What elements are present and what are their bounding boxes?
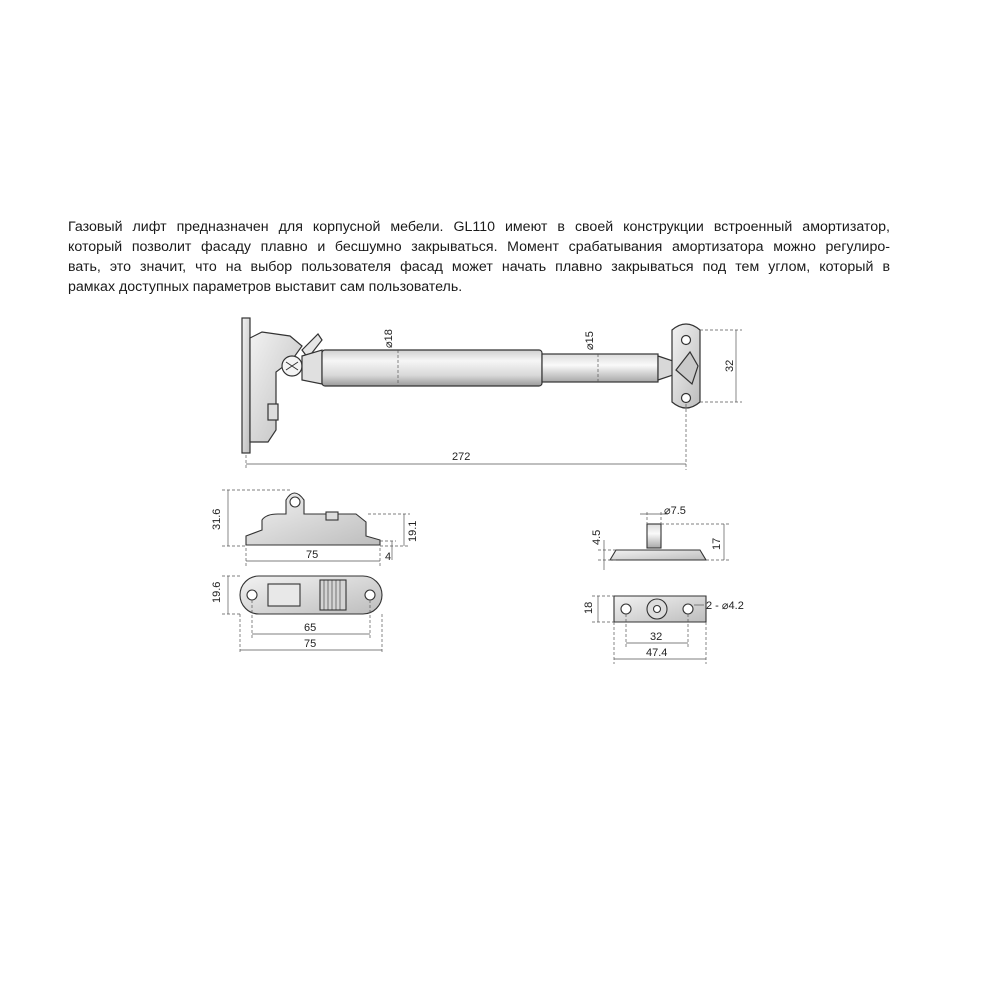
dim-plate-hole-spacing: 32 <box>650 631 663 643</box>
dim-top-hole-spacing: 65 <box>304 622 317 634</box>
dim-pin-base: 4.5 <box>591 529 603 545</box>
dim-top-height: 19.6 <box>211 581 223 603</box>
dim-side-inner-height: 19.1 <box>407 520 419 542</box>
gas-spring-body <box>322 350 542 386</box>
dim-plate-width: 47.4 <box>646 647 668 659</box>
dim-plate-height: 18 <box>583 601 595 614</box>
description-line-3: вать, это значит, что на выбор пользователя фасад может начать плавно закрываться под тем углом, который в <box>68 259 890 275</box>
right-mount-hole-top <box>682 336 691 345</box>
gas-lift-main-view <box>242 318 700 453</box>
dim-bracket-height: 32 <box>724 359 736 372</box>
dim-side-height: 31.6 <box>211 508 223 530</box>
top-view-plate <box>240 576 382 614</box>
tube-end-cap <box>302 350 322 384</box>
dim-side-width: 75 <box>306 549 319 561</box>
left-mount-plate <box>242 318 250 453</box>
side-view <box>246 493 380 545</box>
description-line-2: который позволит фасаду плавно и бесшумно закрываться. Момент срабатывания амортизатора можно регулиро- <box>68 239 890 255</box>
dim-side-base: 4 <box>385 551 392 563</box>
top-view-hole-right <box>365 590 375 600</box>
dim-total-length: 272 <box>452 451 471 463</box>
plate-hole-left <box>621 604 631 614</box>
side-view-screw <box>326 512 338 520</box>
plate-top-view <box>614 596 706 622</box>
side-view-body <box>246 493 380 545</box>
side-view-pivot-hole <box>290 497 300 507</box>
top-view-slot <box>268 584 300 606</box>
piston-rod <box>542 354 658 382</box>
top-view <box>240 576 382 614</box>
top-view-hole-left <box>247 590 257 600</box>
dim-plate-holes: 2 - ⌀4.2 <box>706 600 744 612</box>
plate-hole-right <box>683 604 693 614</box>
right-mount-hole-bottom <box>682 394 691 403</box>
dim-diameter-rod: ⌀15 <box>584 331 596 350</box>
dim-top-width: 75 <box>304 638 317 650</box>
pin-shaft <box>647 524 661 548</box>
adjust-screw <box>268 404 278 420</box>
pin-side-view <box>610 524 706 560</box>
description-line-4: рамках доступных параметров выставит сам пользователь. <box>68 279 463 295</box>
dim-pin-height: 17 <box>711 537 723 550</box>
pin-base-plate <box>610 550 706 560</box>
description-line-1: Газовый лифт предназначен для корпусной мебели. GL110 имеют в своей конструкции встроенный амортизатор, <box>68 219 890 235</box>
dim-diameter-body: ⌀18 <box>383 329 395 348</box>
dim-pin-diameter: ⌀7.5 <box>664 505 686 517</box>
left-mount-body <box>250 332 302 442</box>
